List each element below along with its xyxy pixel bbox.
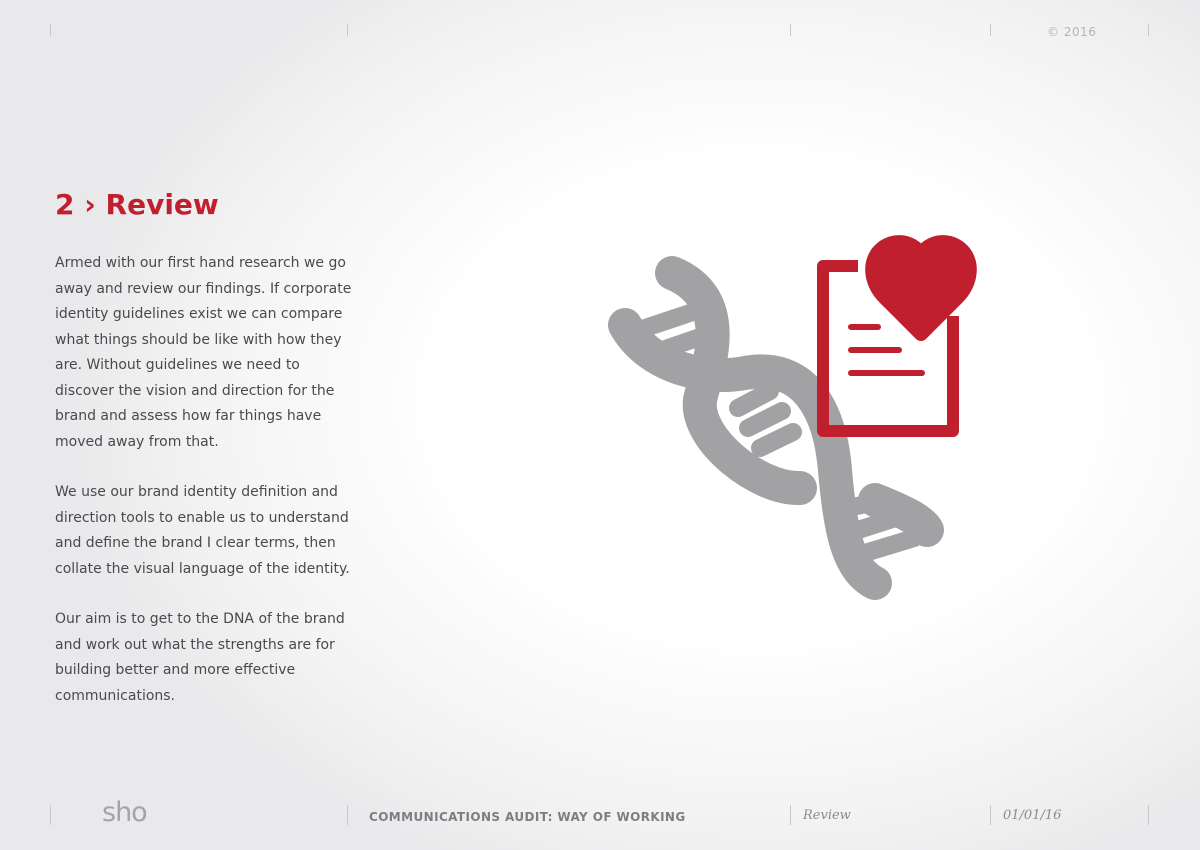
page-title: 2 › Review: [55, 188, 219, 221]
footer-document-title: COMMUNICATIONS AUDIT: WAY OF WORKING: [369, 810, 686, 824]
top-guide-tick: [347, 24, 348, 36]
bottom-guide-tick: [1148, 805, 1149, 825]
body-text: [55, 251, 355, 734]
paragraph-research: Armed with our first hand research we go away and review our findings. If corporate identity guidelines exist we can compare what things should be like with how they are. Without guidelines we need to discover the vision and direction for the brand and assess how far things have moved away from that.: [55, 255, 352, 450]
bottom-guide-tick: [790, 805, 791, 825]
copyright-notice: © 2016: [1047, 25, 1097, 39]
paragraph-tools: We use our brand identity definition and direction tools to enable us to understand and define the brand I clear terms, then collate the visual language of the identity.: [55, 484, 350, 577]
footer-date: 01/01/16: [1003, 808, 1062, 823]
dna-review-illustration: [600, 235, 980, 605]
footer-section-name: Review: [803, 808, 851, 823]
top-guide-tick: [990, 24, 991, 36]
bottom-guide-tick: [347, 805, 348, 825]
bottom-guide-tick: [50, 805, 51, 825]
bottom-guide-tick: [990, 805, 991, 825]
top-guide-tick: [790, 24, 791, 36]
paragraph-aim: Our aim is to get to the DNA of the brand and work out what the strengths are for building better and more effective communications.: [55, 611, 345, 704]
top-guide-tick: [50, 24, 51, 36]
document-heart-icon: [823, 242, 970, 431]
sho-logo: sho: [102, 797, 147, 828]
top-guide-tick: [1148, 24, 1149, 36]
